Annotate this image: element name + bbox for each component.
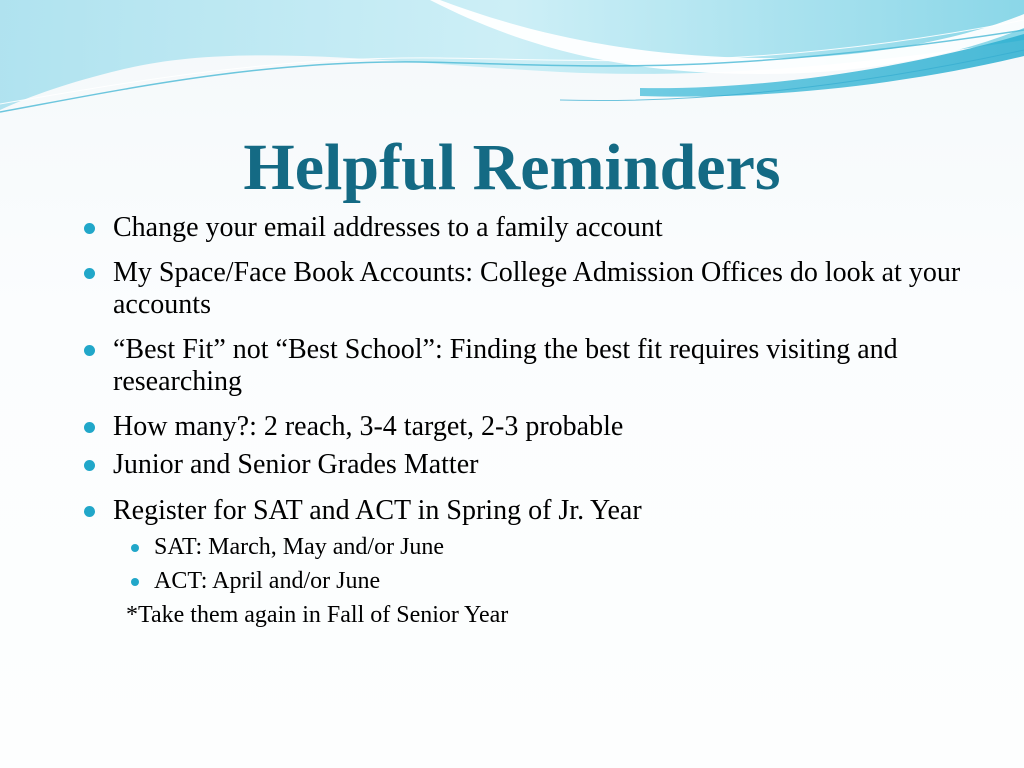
- bullet-dot-icon: [84, 460, 95, 471]
- slide-content: [84, 212, 964, 629]
- note-text: *Take them again in Fall of Senior Year: [126, 602, 509, 628]
- sub-bullet-item: [84, 533, 964, 561]
- bullet-item: [84, 334, 964, 398]
- bullet-item: [84, 212, 964, 244]
- bullet-text: Register for SAT and ACT in Spring of Jr. Year: [113, 495, 642, 526]
- bullet-item: [84, 449, 964, 481]
- bullet-item: [84, 411, 964, 443]
- bullet-item: [84, 495, 964, 527]
- sub-bullet-dot-icon: [131, 578, 139, 586]
- bullet-dot-icon: [84, 422, 95, 433]
- bullet-text: “Best Fit” not “Best School”: Finding the best fit requires visiting and researching: [113, 334, 898, 397]
- bullet-dot-icon: [84, 223, 95, 234]
- sub-bullet-dot-icon: [131, 544, 139, 552]
- sub-bullet-text: ACT: April and/or June: [154, 568, 381, 594]
- bullet-text: Junior and Senior Grades Matter: [113, 449, 479, 480]
- bullet-dot-icon: [84, 345, 95, 356]
- bullet-dot-icon: [84, 506, 95, 517]
- sub-bullet-item: [84, 567, 964, 595]
- bullet-text: Change your email addresses to a family account: [113, 212, 663, 243]
- bullet-dot-icon: [84, 268, 95, 279]
- bullet-text: How many?: 2 reach, 3-4 target, 2-3 probable: [113, 411, 624, 442]
- slide-title: Helpful Reminders: [243, 131, 781, 204]
- sub-bullet-text: SAT: March, May and/or June: [154, 534, 445, 560]
- bullet-item: [84, 257, 964, 321]
- bullet-text: My Space/Face Book Accounts: College Admission Offices do look at your accounts: [113, 257, 961, 320]
- decorative-wave-header: [0, 0, 1024, 130]
